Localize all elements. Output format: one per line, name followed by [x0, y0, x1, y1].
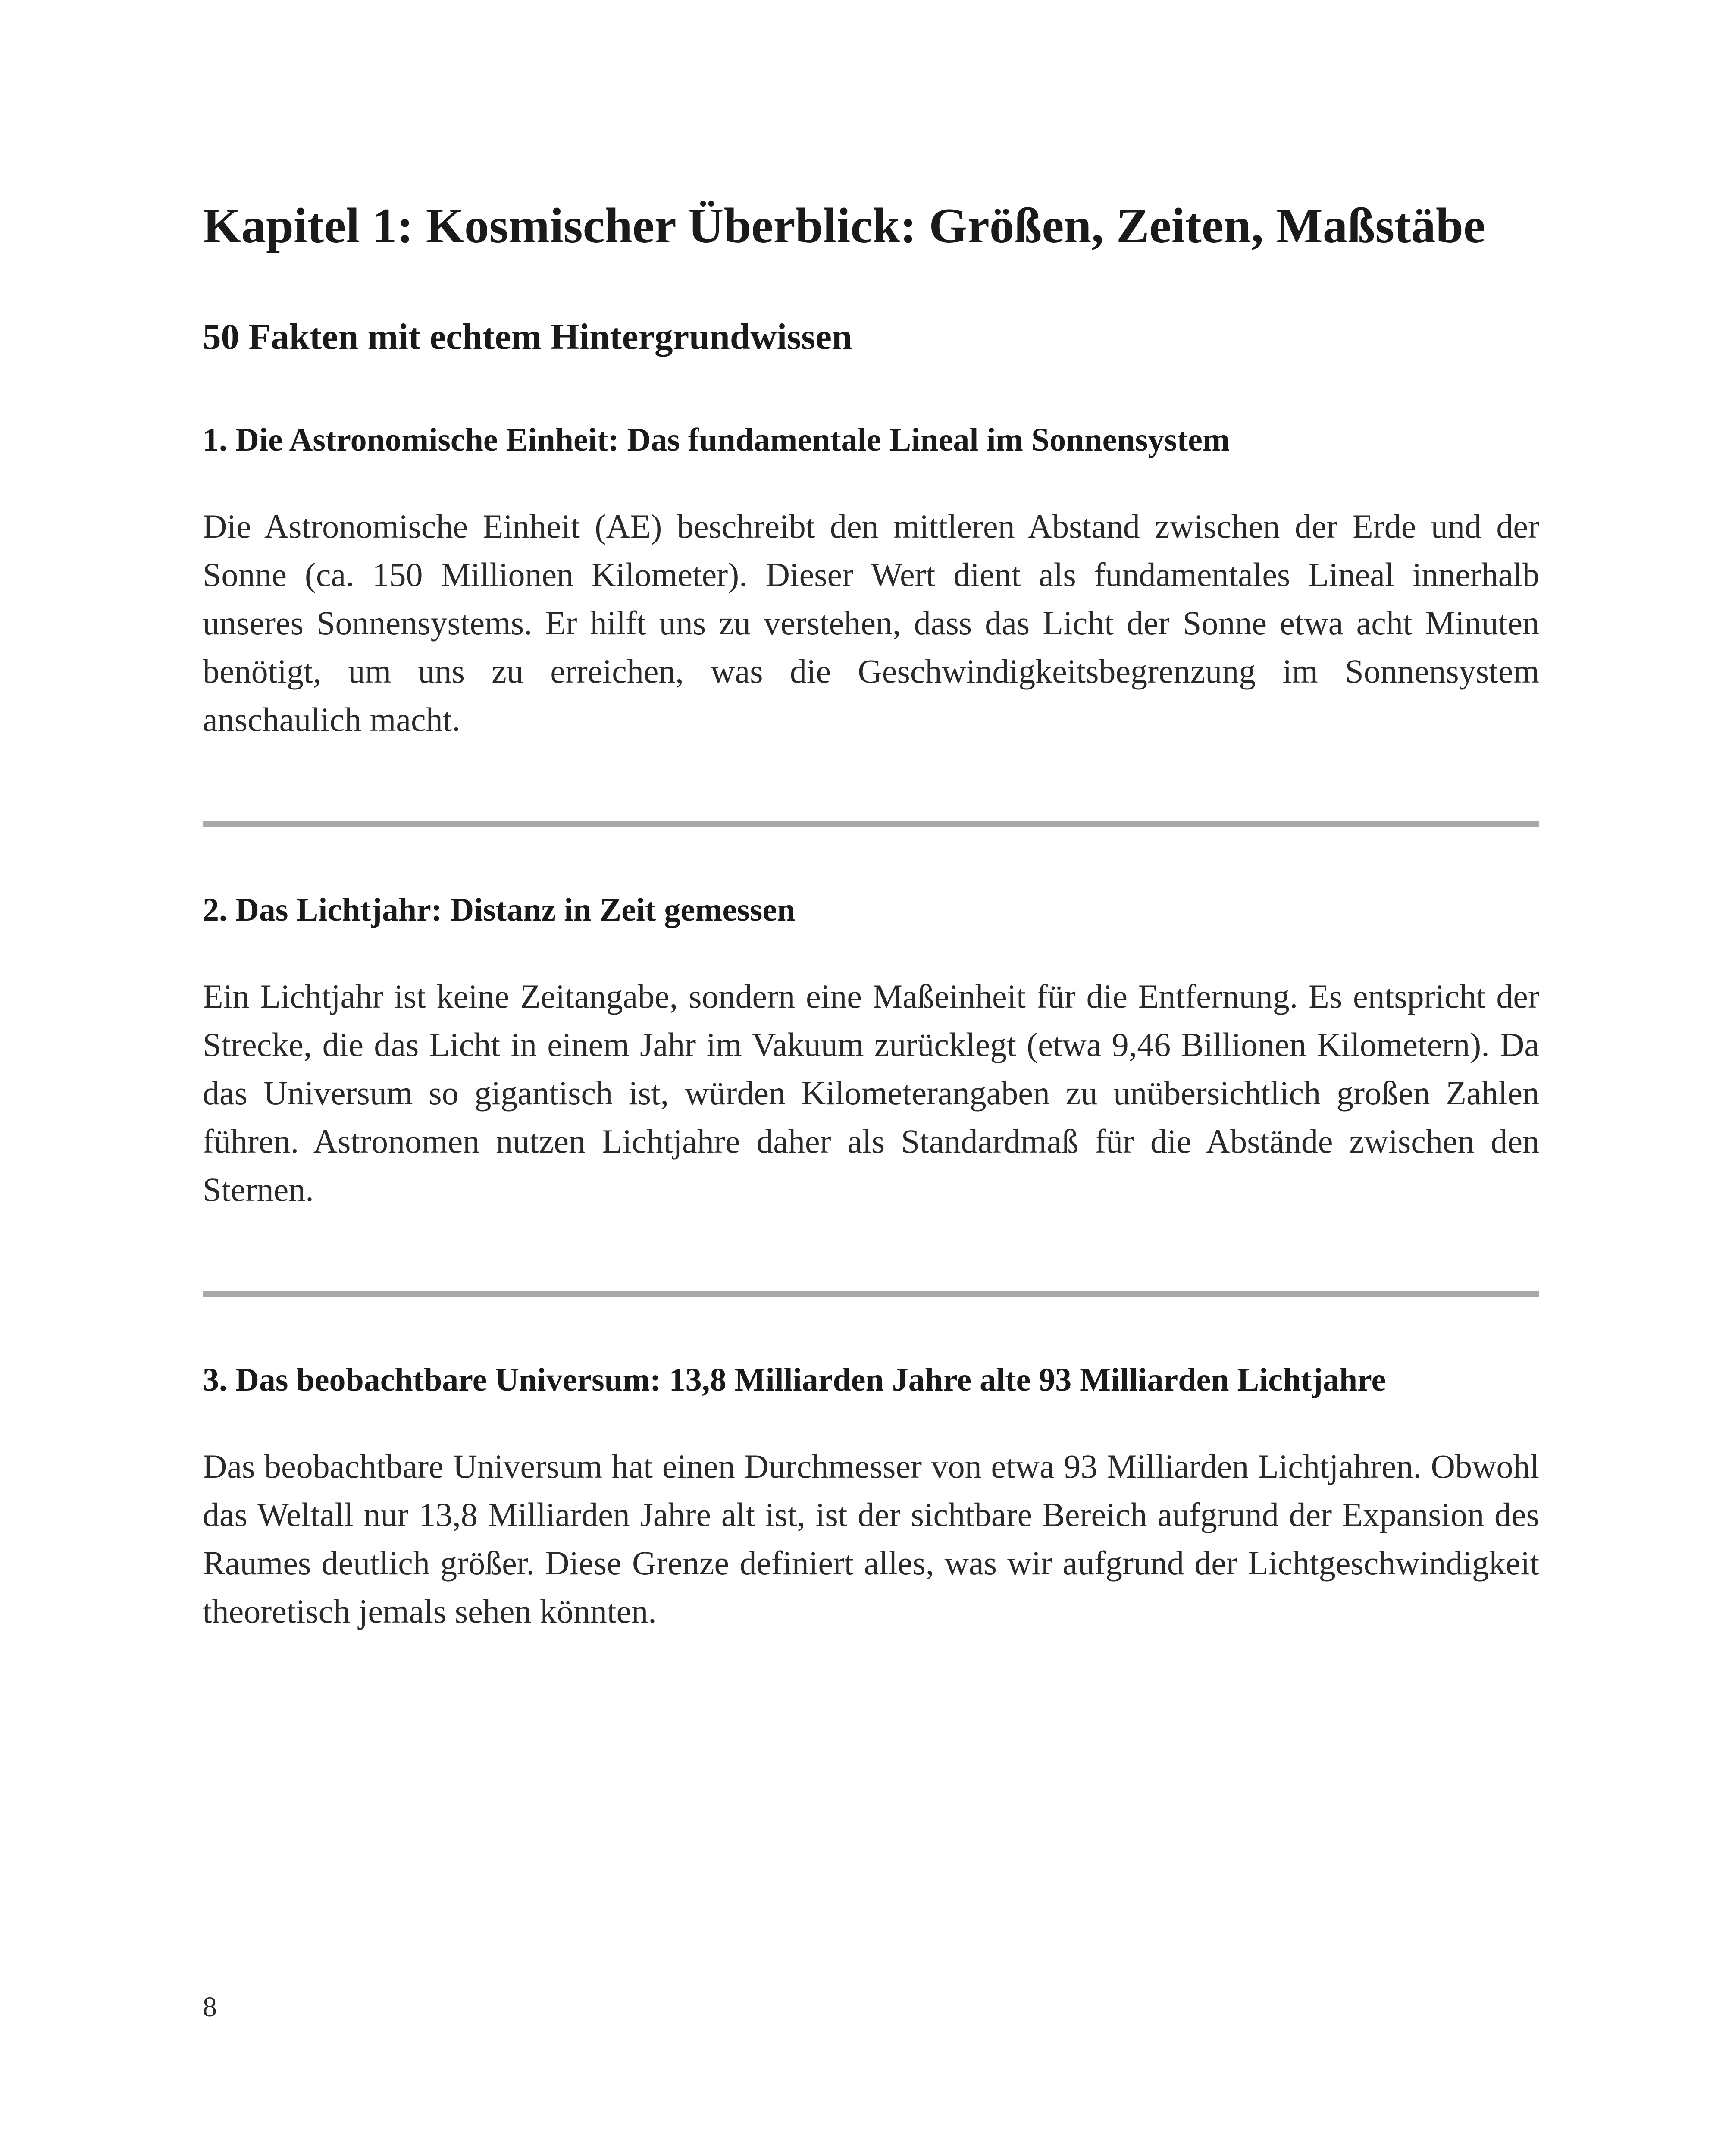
document-page	[203, 0, 1539, 2156]
section-divider	[203, 1291, 1539, 1297]
section-divider	[203, 821, 1539, 827]
fact-2-heading: 2. Das Lichtjahr: Distanz in Zeit gemessen	[203, 892, 796, 928]
fact-3-heading: 3. Das beobachtbare Universum: 13,8 Milliarden Jahre alte 93 Milliarden Lichtjahre	[203, 1362, 1386, 1398]
fact-3-body: Das beobachtbare Universum hat einen Durchmesser von etwa 93 Milliarden Lichtjahren. Obwohl das Weltall nur 13,8 Milliarden Jahre alt ist, ist der sichtbare Bereich aufgrund der Expansion des Raumes deutlich größer. Diese Grenze definiert alles, was wir aufgrund der Lichtgeschwindigkeit theoretisch jemals sehen könnten.	[203, 1448, 1539, 1630]
chapter-title: Kapitel 1: Kosmischer Überblick: Größen, Zeiten, Maßstäbe	[203, 198, 1485, 253]
fact-1-body: Die Astronomische Einheit (AE) beschreibt den mittleren Abstand zwischen der Erde und der Sonne (ca. 150 Millionen Kilometer). Dieser Wert dient als fundamentales Lineal innerhalb unseres Sonnensystems. Er hilft uns zu verstehen, dass das Licht der Sonne etwa acht Minuten benötigt, um uns zu erreichen, was die Geschwindigkeitsbegrenzung im Sonnensystem anschaulich macht.	[203, 508, 1539, 738]
fact-1-heading: 1. Die Astronomische Einheit: Das fundamentale Lineal im Sonnensystem	[203, 422, 1230, 458]
fact-2-body: Ein Lichtjahr ist keine Zeitangabe, sondern eine Maßeinheit für die Entfernung. Es entspricht der Strecke, die das Licht in einem Jahr im Vakuum zurücklegt (etwa 9,46 Billionen Kilometern). Da das Universum so gigantisch ist, würden Kilometerangaben zu unübersichtlich großen Zahlen führen. Astronomen nutzen Lichtjahre daher als Standardmaß für die Abstände zwischen den Sternen.	[203, 978, 1539, 1208]
chapter-subtitle: 50 Fakten mit echtem Hintergrundwissen	[203, 317, 852, 357]
page-number: 8	[203, 1991, 217, 2023]
